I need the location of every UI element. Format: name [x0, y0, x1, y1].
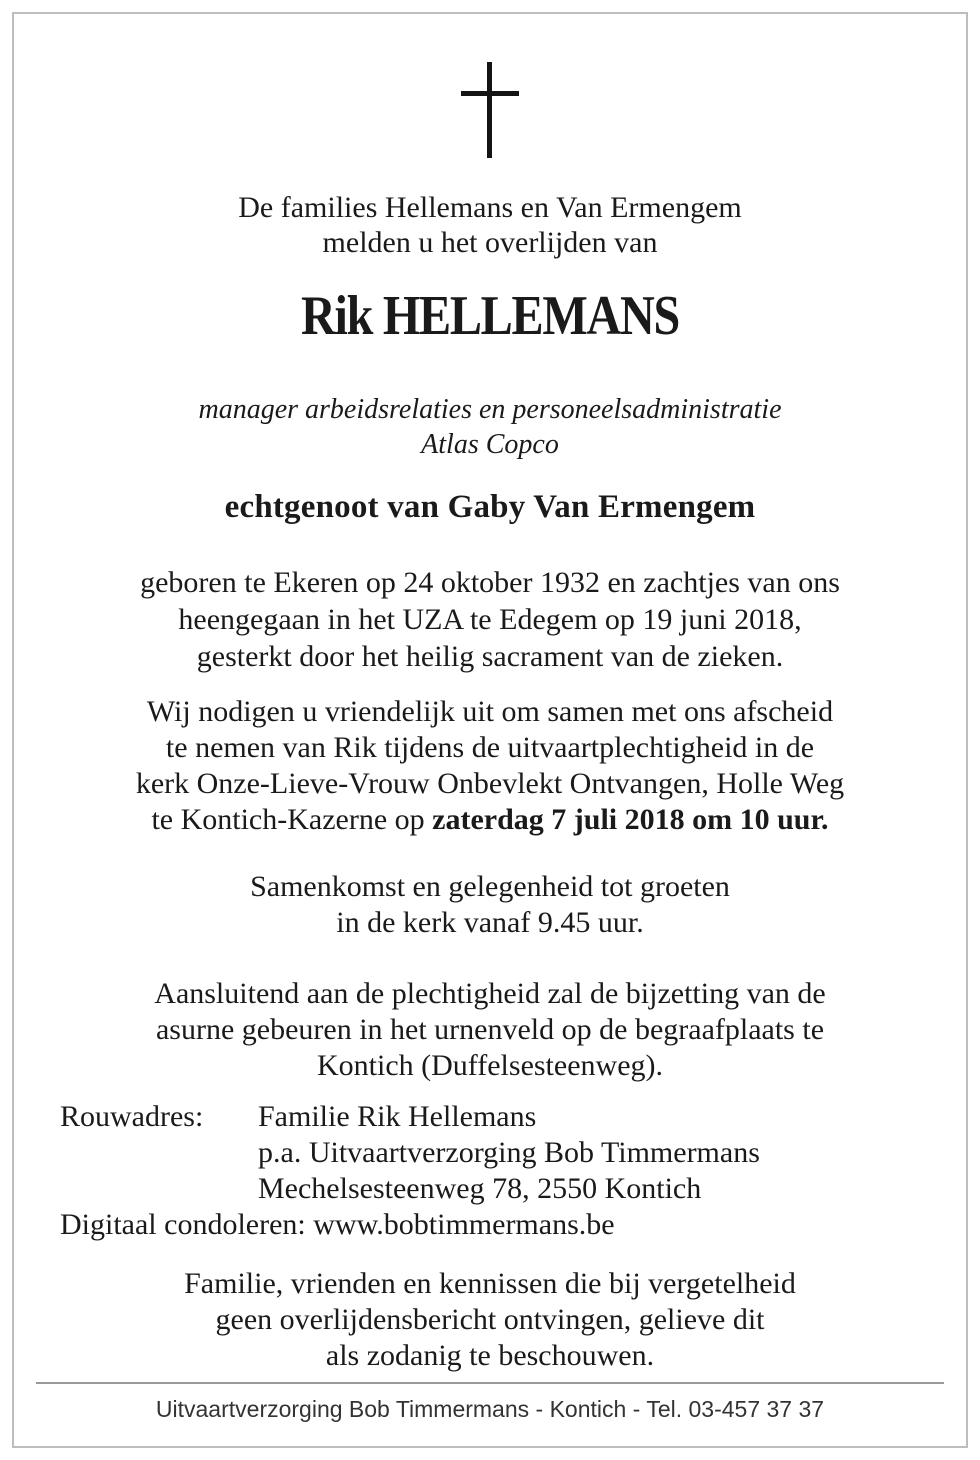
- deceased-name: Rik HELLEMANS: [301, 285, 679, 347]
- notice-text: [0, 1266, 980, 1374]
- text-line: te nemen van Rik tijdens de uitvaartplechtigheid in de: [165, 731, 815, 764]
- intro-line: melden u het overlijden van: [322, 226, 658, 259]
- text-line: Samenkomst en gelegenheid tot groeten: [250, 870, 730, 903]
- gathering-text: [0, 869, 980, 941]
- address-line: Mechelsesteenweg 78, 2550 Kontich: [258, 1172, 702, 1205]
- address-line: p.a. Uitvaartverzorging Bob Timmermans: [258, 1136, 760, 1169]
- burial-text: [0, 976, 980, 1084]
- text-line: geboren te Ekeren op 24 oktober 1932 en zachtjes van ons: [140, 566, 840, 599]
- text-line: Aansluitend aan de plechtigheid zal de bijzetting van de: [154, 977, 826, 1010]
- birth-death-text: [0, 564, 980, 675]
- invitation-prefix: te Kontich-Kazerne op: [151, 803, 433, 836]
- invitation-text: [0, 694, 980, 838]
- text-line: Kontich (Duffelsesteenweg).: [317, 1049, 663, 1082]
- text-line: heengegaan in het UZA te Edegem op 19 juni 2018,: [178, 603, 802, 636]
- text-line: geen overlijdensbericht ontvingen, gelieve dit: [215, 1303, 765, 1336]
- intro-text: [0, 190, 980, 260]
- condolence-line: Digitaal condoleren: www.bobtimmermans.be: [60, 1208, 615, 1241]
- text-line: als zodanig te beschouwen.: [325, 1339, 655, 1372]
- footer-text: Uitvaartverzorging Bob Timmermans - Kontich - Tel. 03-457 37 37: [155, 1396, 825, 1422]
- text-line: Familie, vrienden en kennissen die bij vergetelheid: [184, 1267, 796, 1300]
- text-line: kerk Onze-Lieve-Vrouw Onbevlekt Ontvangen, Holle Weg: [135, 767, 845, 800]
- mourning-address: [258, 1099, 760, 1207]
- address-line: Familie Rik Hellemans: [258, 1100, 537, 1133]
- text-line: Wij nodigen u vriendelijk uit om samen met ons afscheid: [146, 695, 834, 728]
- text-line: gesterkt door het heilig sacrament van de zieken.: [196, 640, 784, 673]
- cross-icon: [461, 62, 519, 160]
- text-line: [0, 802, 980, 838]
- occupation-company: Atlas Copco: [421, 429, 559, 460]
- spouse-line: echtgenoot van Gaby Van Ermengem: [224, 489, 756, 525]
- intro-line: De families Hellemans en Van Ermengem: [238, 191, 742, 224]
- ceremony-datetime: zaterdag 7 juli 2018 om 10 uur.: [432, 803, 829, 836]
- occupation-title: manager arbeidsrelaties en personeelsadministratie: [198, 394, 782, 425]
- mourning-address-label: Rouwadres:: [60, 1100, 204, 1133]
- occupation: [0, 392, 980, 462]
- footer-divider: [36, 1382, 944, 1384]
- text-line: in de kerk vanaf 9.45 uur.: [336, 906, 644, 939]
- text-line: asurne gebeuren in het urnenveld op de begraafplaats te: [155, 1013, 825, 1046]
